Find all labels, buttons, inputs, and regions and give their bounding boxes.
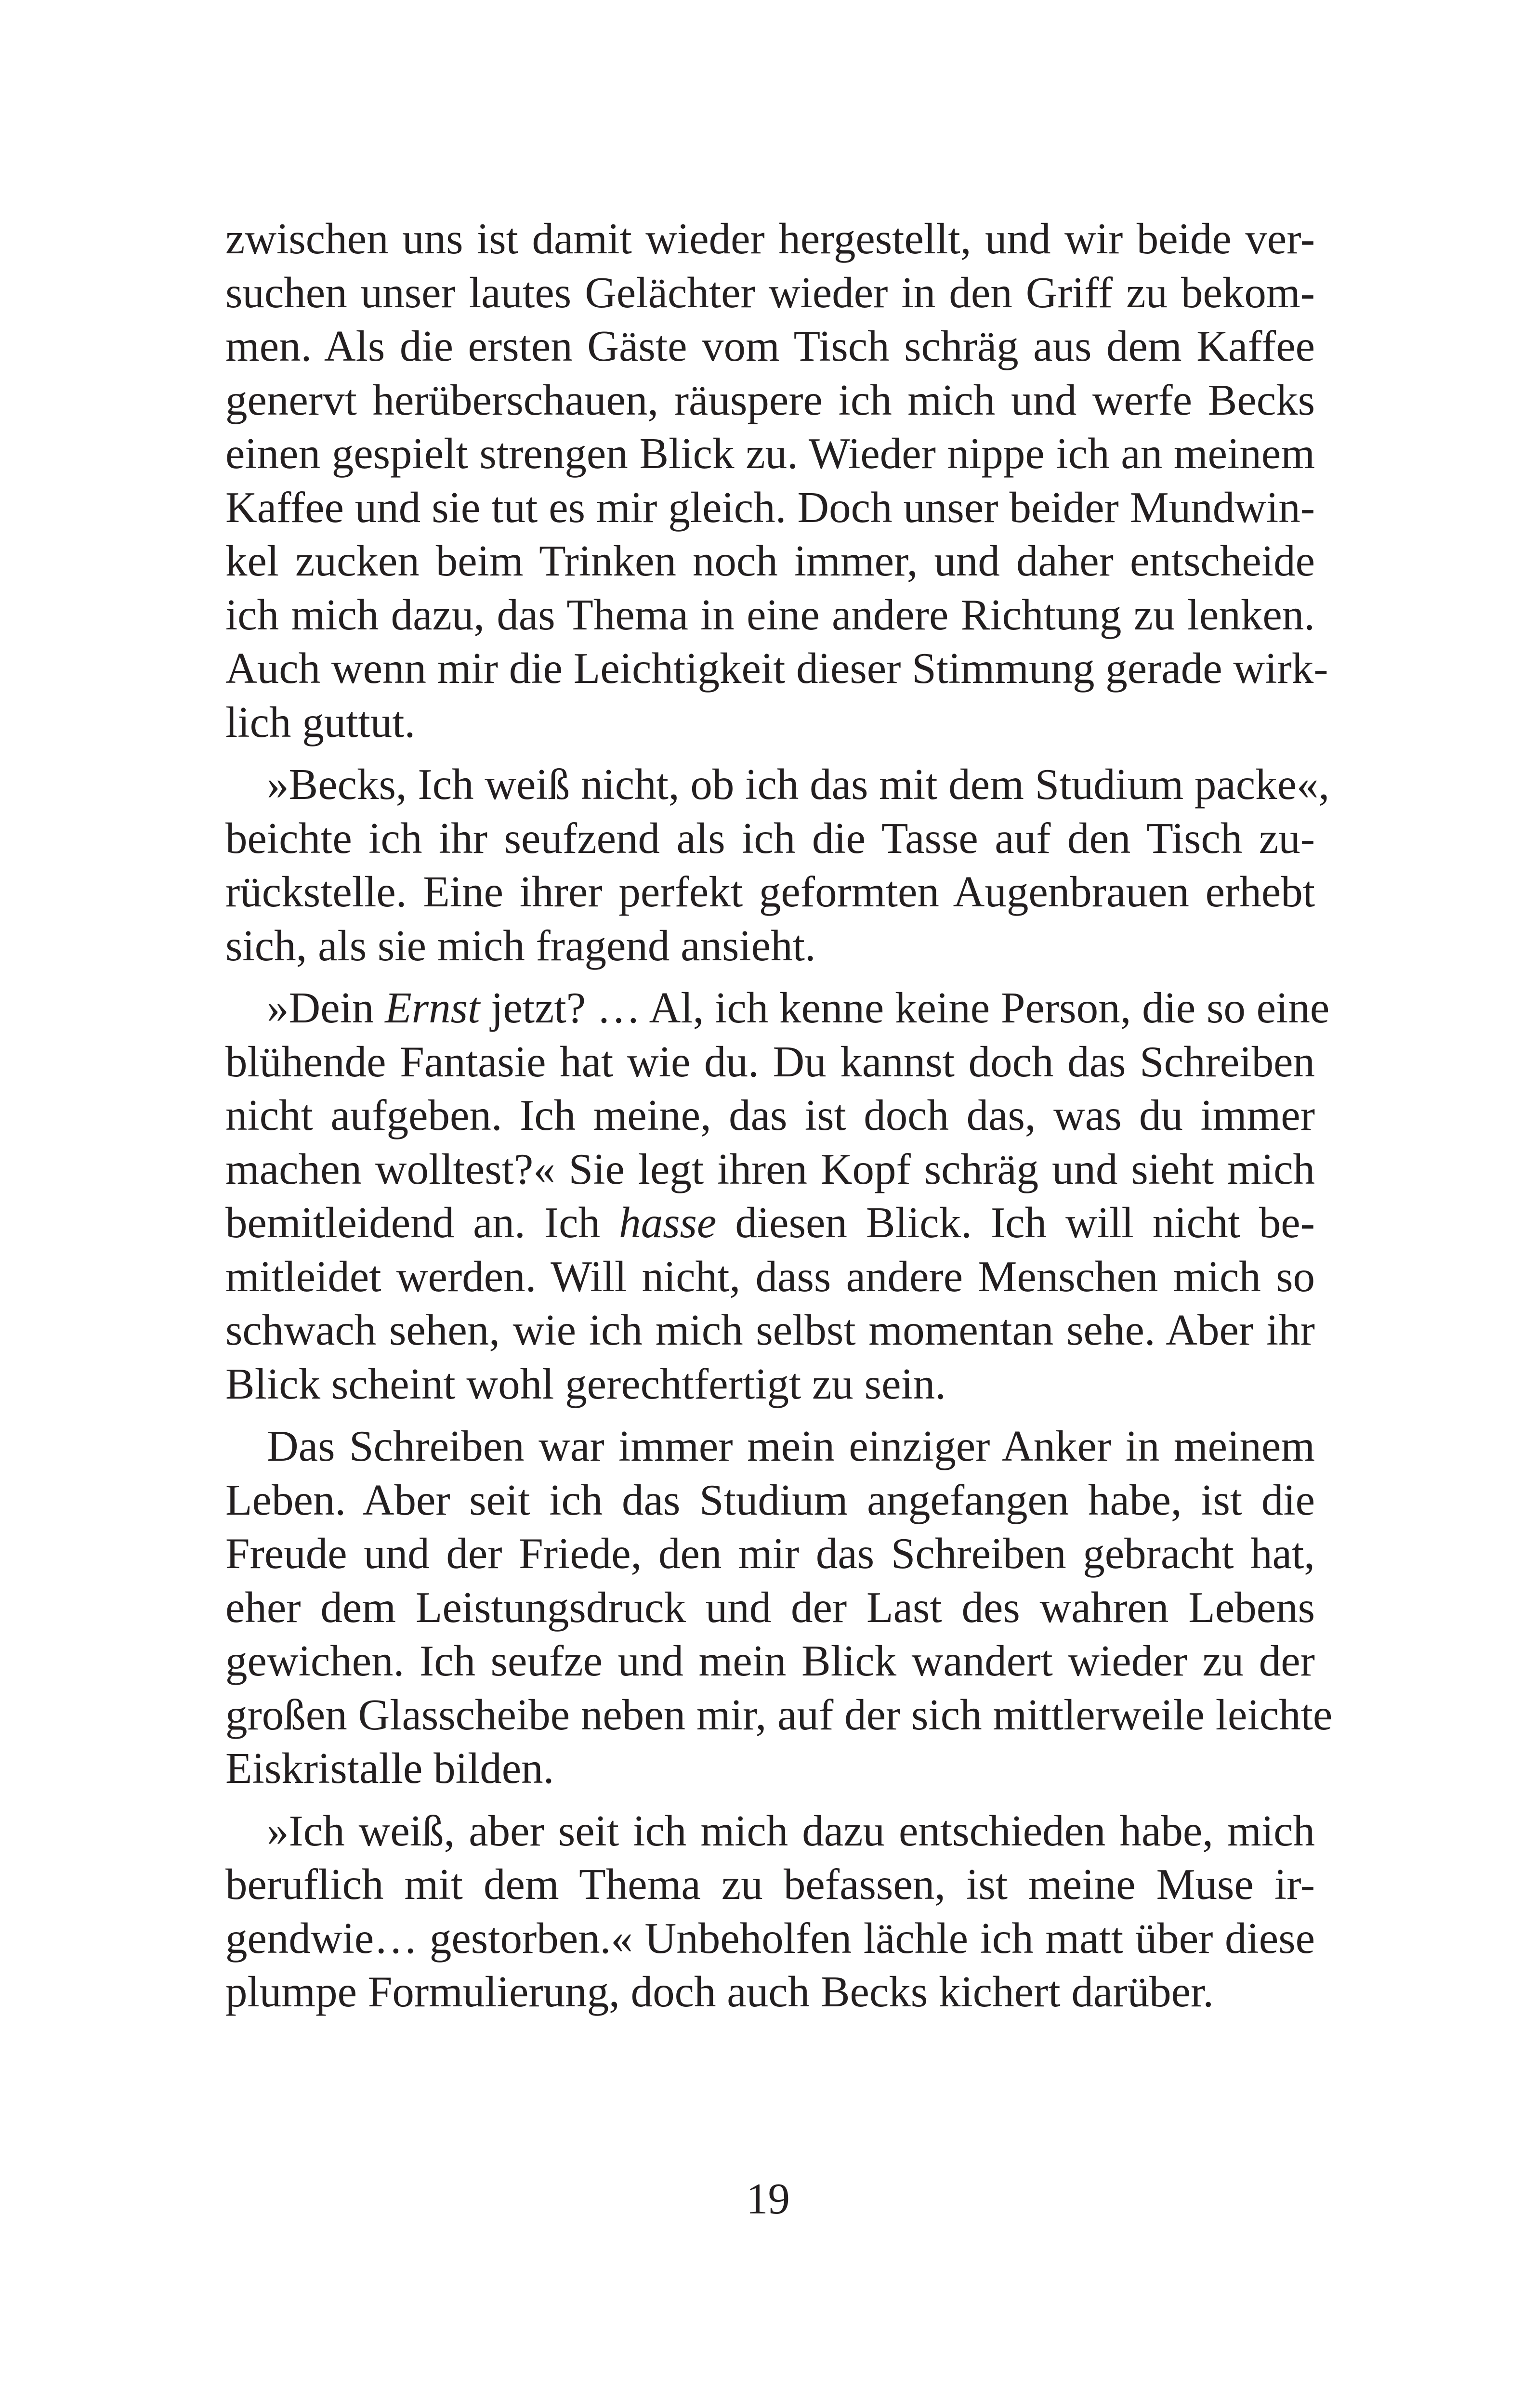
paragraph — [225, 1419, 1333, 1795]
text-line: beichte ich ihr seufzend als ich die Tasse auf den Tisch zu- — [225, 813, 1315, 863]
text-line: sich, als sie mich fragend ansieht. — [225, 921, 816, 970]
text-segment: »Dein — [267, 983, 385, 1032]
italic-emphasis: hasse — [619, 1198, 717, 1247]
body-text — [225, 212, 1333, 2019]
text-segment: jetzt? … Al, ich kenne keine Person, die so eine — [480, 983, 1330, 1032]
text-line: Freude und der Friede, den mir das Schreiben gebracht hat, — [225, 1529, 1315, 1578]
text-line: ich mich dazu, das Thema in eine andere Richtung zu lenken. — [225, 590, 1315, 639]
text-line: lich guttut. — [225, 697, 416, 746]
text-segment: diesen Blick. Ich will nicht be- — [716, 1198, 1315, 1247]
text-line: gendwie… gestorben.« Unbeholfen lächle ich matt über diese — [225, 1913, 1315, 1963]
text-line — [225, 1196, 1315, 1250]
text-line: mitleidet werden. Will nicht, dass andere Menschen mich so — [225, 1252, 1315, 1301]
text-line: nicht aufgeben. Ich meine, das ist doch das, was du immer — [225, 1091, 1315, 1139]
text-line: Leben. Aber seit ich das Studium angefangen habe, ist die — [225, 1475, 1315, 1524]
text-line: eher dem Leistungsdruck und der Last des wahren Lebens — [225, 1583, 1315, 1632]
text-line: einen gespielt strengen Blick zu. Wieder nippe ich an meinem — [225, 429, 1315, 478]
text-line: plumpe Formulierung, doch auch Becks kichert darüber. — [225, 1967, 1214, 2016]
text-line: großen Glasscheibe neben mir, auf der sich mittlerweile leichte — [225, 1690, 1333, 1739]
text-line: men. Als die ersten Gäste vom Tisch schräg aus dem Kaffee — [225, 322, 1315, 370]
text-line: schwach sehen, wie ich mich selbst momentan sehe. Aber ihr — [225, 1306, 1315, 1354]
paragraph — [225, 1804, 1315, 2019]
text-line: beruflich mit dem Thema zu befassen, ist meine Muse ir- — [225, 1860, 1315, 1909]
text-segment: bemitleidend an. Ich — [225, 1198, 619, 1247]
text-line: blühende Fantasie hat wie du. Du kannst doch das Schreiben — [225, 1037, 1315, 1086]
text-line: zwischen uns ist damit wieder hergestellt, und wir beide ver- — [225, 214, 1315, 263]
page-number: 19 — [746, 2174, 790, 2223]
text-line: gewichen. Ich seufze und mein Blick wandert wieder zu der — [225, 1636, 1315, 1685]
paragraph — [225, 758, 1330, 972]
text-line: Kaffee und sie tut es mir gleich. Doch unser beider Mundwin- — [225, 483, 1315, 532]
text-line: Blick scheint wohl gerechtfertigt zu sein. — [225, 1359, 946, 1408]
text-line: »Becks, Ich weiß nicht, ob ich das mit dem Studium packe«, — [267, 760, 1330, 809]
text-line: Das Schreiben war immer mein einziger Anker in meinem — [267, 1422, 1315, 1470]
text-line: machen wolltest?« Sie legt ihren Kopf schräg und sieht mich — [225, 1144, 1315, 1193]
text-line — [225, 981, 1330, 1035]
text-line: »Ich weiß, aber seit ich mich dazu entschieden habe, mich — [267, 1806, 1315, 1855]
paragraph — [225, 981, 1330, 1411]
text-line: genervt herüberschauen, räuspere ich mich und werfe Becks — [225, 375, 1315, 424]
text-line: rückstelle. Eine ihrer perfekt geformten Augenbrauen erhebt — [225, 867, 1315, 916]
text-line: Auch wenn mir die Leichtigkeit dieser Stimmung gerade wirk- — [225, 644, 1328, 693]
text-line: kel zucken beim Trinken noch immer, und daher entscheide — [225, 537, 1315, 585]
italic-emphasis: Ernst — [385, 983, 480, 1032]
paragraph — [225, 212, 1328, 749]
text-line: Eiskristalle bilden. — [225, 1744, 554, 1793]
text-line: suchen unser lautes Gelächter wieder in den Griff zu bekom- — [225, 268, 1315, 317]
